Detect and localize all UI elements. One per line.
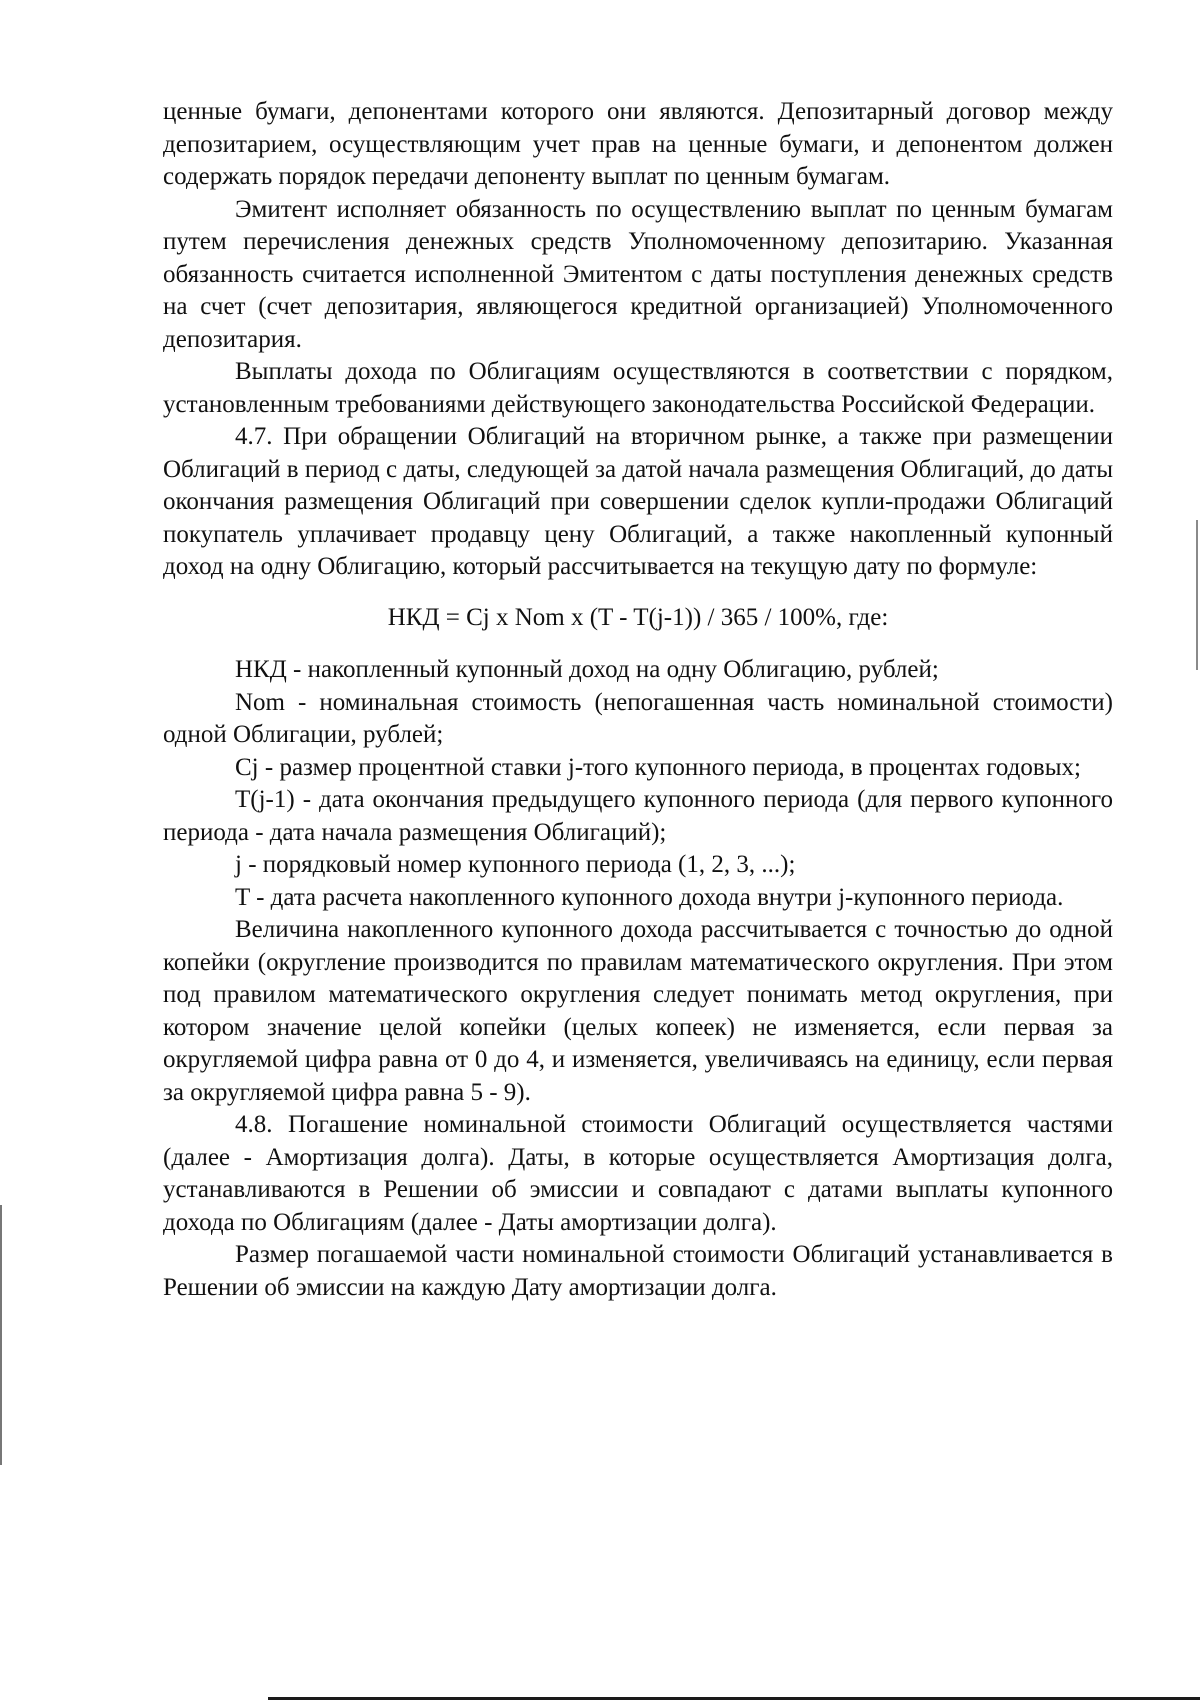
scan-edge-left [0,1205,2,1465]
definition-t: T - дата расчета накопленного купонного дохода внутри j-купонного периода. [235,883,1064,911]
paragraph-issuer-obligation: Эмитент исполняет обязанность по осуществлению выплат по ценным бумагам путем перечисления денежных средств Уполномоченному депозитарию. Указанная обязанность считается исполненной Эмитентом с даты поступления денежных средств на счет (счет депозитария, являющегося кредитной организацией) Уполномоченного депозитария. [163,195,1113,353]
definition-cj: Cj - размер процентной ставки j-того купонного периода, в процентах годовых; [235,753,1081,781]
paragraph-continuation: ценные бумаги, депонентами которого они являются. Депозитарный договор между депозитарием, осуществляющим учет прав на ценные бумаги, и депонентом должен содержать порядок передачи депоненту выплат по ценным бумагам. [163,98,1113,190]
paragraph-income-payments: Выплаты дохода по Облигациям осуществляются в соответствии с порядком, установленным требованиями действующего законодательства Российской Федерации. [163,358,1113,418]
paragraph-rounding: Величина накопленного купонного дохода рассчитывается с точностью до одной копейки (округление производится по правилам математического округления. При этом под правилом математического округления следует понимать метод округления, при котором значение целой копейки (целых копеек) не изменяется, если первая за округляемой цифра равна от 0 до 4, и изменяется, увеличиваясь на единицу, если первая за округляемой цифра равна 5 - 9). [163,916,1113,1106]
paragraph-section-4-8: 4.8. Погашение номинальной стоимости Облигаций осуществляется частями (далее - Амортизация долга). Даты, в которые осуществляется Амортизация долга, устанавливаются в Решении об эмиссии и совпадают с датами выплаты купонного дохода по Облигациям (далее - Даты амортизации долга). [163,1111,1113,1236]
paragraph-section-4-7: 4.7. При обращении Облигаций на вторичном рынке, а также при размещении Облигаций в период с даты, следующей за датой начала размещения Облигаций, до даты окончания размещения Облигаций при совершении сделок купли-продажи Облигаций покупатель уплачивает продавцу цену Облигаций, а также накопленный купонный доход на одну Облигацию, который рассчитывается на текущую дату по формуле: [163,423,1113,580]
document-body [163,96,1113,1304]
definition-nkd: НКД - накопленный купонный доход на одну Облигацию, рублей; [235,656,939,683]
scan-edge-right [1196,520,1198,670]
paragraph-redemption-size: Размер погашаемой части номинальной стоимости Облигаций устанавливается в Решении об эмиссии на каждую Дату амортизации долга. [163,1241,1113,1301]
definition-nom: Nom - номинальная стоимость (непогашенная часть номинальной стоимости) одной Облигации, рублей; [163,688,1113,748]
formula-nkd: НКД = Cj x Nom x (T - T(j-1)) / 365 / 100%, где: [387,603,889,631]
definition-j: j - порядковый номер купонного периода (1, 2, 3, ...); [235,851,796,878]
definition-tj-1: T(j-1) - дата окончания предыдущего купонного периода (для первого купонного периода - дата начала размещения Облигаций); [163,786,1113,846]
scan-edge-bottom [268,1697,1200,1700]
